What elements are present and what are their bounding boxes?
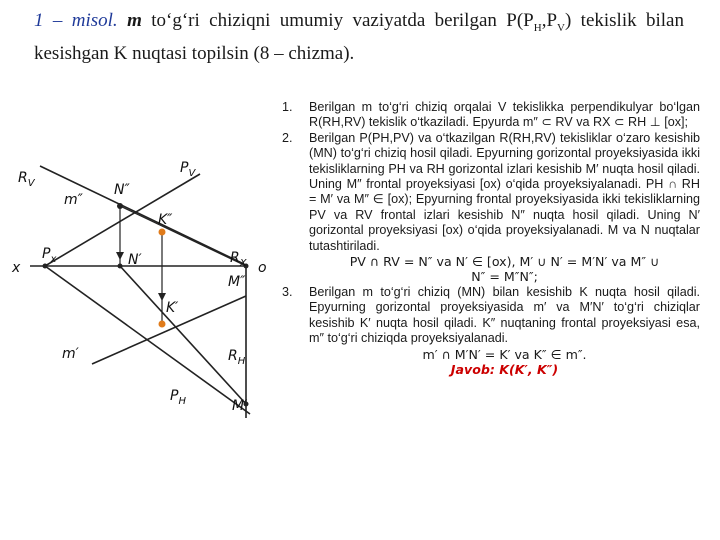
label-rx: $R_X$ (230, 250, 247, 269)
point-k1 (159, 321, 166, 328)
title-sub-h: H (533, 21, 542, 34)
point-k2 (159, 229, 166, 236)
point-n1 (118, 264, 123, 269)
formula-3: m′ ∩ M′N′ = K′ va K″ ∈ m″. (422, 346, 587, 362)
step-text: Berilgan m to‘g‘ri chiziq orqalai V tekislikka perpendikulyar bo‘lgan R(RH,RV) tekislik o‘tkaziladi. Epyurda m″ ⊂ RV va RX ⊂ RH ⊥ [ox]; (309, 100, 700, 130)
formula-2a: PV ∩ RV = N″ va N′ ∈ [ox), M′ ∪ N′ = M′N′ va M″ ∪ (349, 254, 660, 270)
label-m2: m″ (64, 192, 83, 208)
title-text-a: to‘g‘ri chiziqni umumiy vaziyatda berilgan P(P (141, 10, 534, 31)
title-sub-v: V (557, 21, 565, 34)
step-1 (282, 100, 700, 131)
step-text: Berilgan P(PH,PV) va o‘tkazilgan R(RH,RV) tekisliklar o‘zaro kesishib (MN) to‘g‘ri chiziq hosil qiladi. Epyurning gorizontal proyeksiyasida ikki tekisliklarning PH va RH gorizontal izlari kesishib M′ nuqta hosil qiladi. Uning M″ frontal proyeksiyasi [ox) o‘qida proyeksiyalanadi. PH ∩ RH = M′ va M″ ∈ [ox); Epyurning frontal proyeksiyasida ikki tekisliklarning PV va RV frontal izlari kesishib N″ nuqta hosil qiladi. Uning N′ gorizontal proyeksiyasi [ox) o‘qida proyeksiyalanadi. M va N nuqtalar tutashtiriladi. PV ∩ RV = N″ va N′ ∈ [ox), M′ ∪ N′ = M′N′ va M″ ∪ N″ = M″N″; (309, 130, 700, 285)
title-text-b: ) tekislik bilan kesishgan K nuqtasi topilsin (8 – chizma). (34, 10, 684, 64)
label-n2: N″ (114, 182, 130, 198)
rv-line (40, 166, 244, 264)
step-number: 2. (282, 130, 293, 145)
step-number: 1. (282, 100, 293, 114)
label-rv: $R_V$ (18, 170, 35, 189)
step-2 (282, 131, 700, 285)
label-k2: K″ (158, 212, 173, 228)
label-n1: N′ (128, 252, 142, 268)
step-3 (282, 285, 700, 377)
label-pv: $P_V$ (180, 160, 196, 179)
point-n2 (117, 203, 123, 209)
label-m1: m′ (62, 346, 79, 362)
example-number: 1 – misol. (34, 10, 118, 31)
label-ph: $P_H$ (170, 388, 186, 407)
solution-steps (282, 100, 700, 377)
label-m1p: M′ (232, 398, 248, 414)
step-number: 3. (282, 284, 293, 299)
point-px (43, 264, 48, 269)
label-m-dd: M″ (228, 274, 246, 290)
line-m-label: m (127, 10, 142, 31)
formula-2b: N″ = M″N″; (471, 269, 538, 285)
step-text: Berilgan m to‘g‘ri chiziq (MN) bilan kesishib K nuqta hosil qiladi. Epyurning gorizontal proyeksiyasida m′ va M′N′ to‘g‘ri chiziqlar kesishib K′ nuqta hosil qiladi. K″ nuqtaning frontal proyeksiyasi esa, m″ to‘g‘ri chiziqda proyeksiyalanadi. m′ ∩ M′N′ = K′ va K″ ∈ m″. Javob: K(K′, K″) (309, 284, 700, 377)
label-x: x (12, 260, 21, 276)
label-o: o (258, 260, 267, 276)
label-rh: $R_H$ (228, 348, 246, 367)
label-k1: K′ (166, 300, 179, 316)
answer: Javob: K(K′, K″) (450, 361, 559, 377)
title-comma: ,P (541, 10, 558, 31)
label-px: $P_x$ (42, 246, 57, 265)
